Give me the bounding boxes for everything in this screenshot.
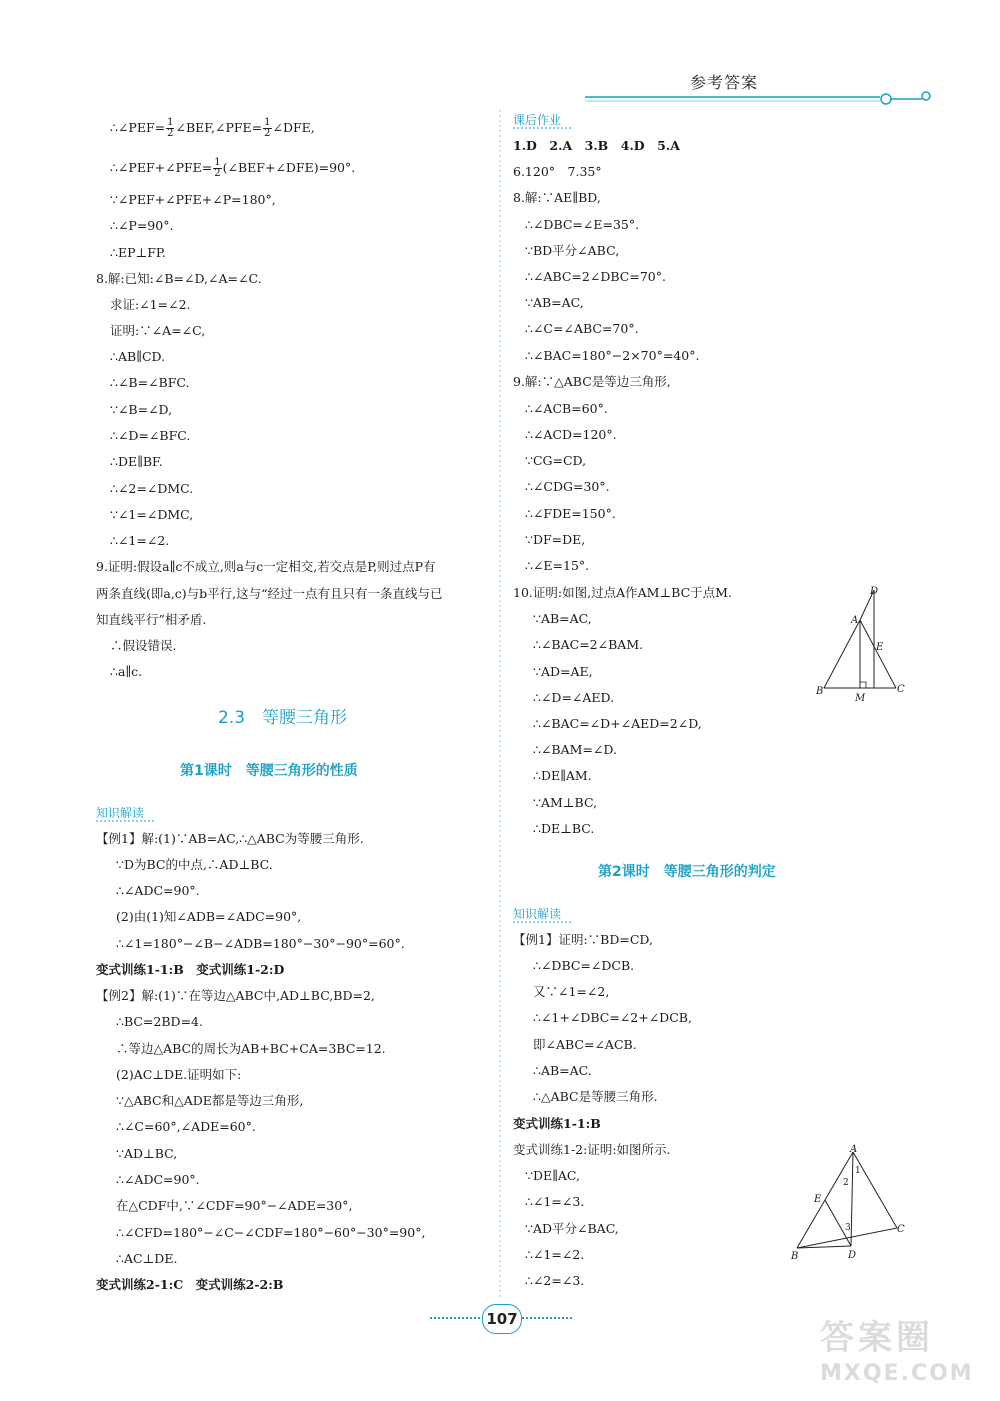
right-line: ∴∠BAC=2∠BAM. xyxy=(533,637,644,652)
left-line: 9.证明:假设a∥c不成立,则a与c一定相交,若交点是P,则过点P有 xyxy=(96,559,436,574)
left-line: ∵∠PEF+∠PFE+∠P=180°, xyxy=(110,192,276,207)
header-title: 参考答案 xyxy=(690,73,759,92)
page-number: 107 xyxy=(482,1304,522,1334)
left-line: ∵∠1=∠DMC, xyxy=(110,507,194,522)
right-line: ∴∠BAM=∠D. xyxy=(533,742,617,757)
fig1-label-a: A xyxy=(851,615,859,626)
figure-triangle-1 xyxy=(810,580,910,705)
right-line: ∵AB=AC, xyxy=(525,295,584,310)
right-line: ∴∠FDE=150°. xyxy=(525,506,616,521)
right-line: 8.解:∵AE∥BD, xyxy=(513,190,601,205)
tag-underline xyxy=(513,921,573,924)
right-line: 6.120° 7.35° xyxy=(513,164,602,179)
right-line: ∴∠BAC=180°−2×70°=40°. xyxy=(525,348,700,363)
right-line: ∴∠BAC=∠D+∠AED=2∠D, xyxy=(533,716,702,731)
right-ex-line: 又∵∠1=∠2, xyxy=(533,984,610,999)
left-line: 证明:∵∠A=∠C, xyxy=(110,323,206,338)
left-line: ∴AB∥CD. xyxy=(110,349,166,364)
right-ex-line: ∴AB=AC. xyxy=(533,1063,592,1078)
left-ex-line: 变式训练1-1:B 变式训练1-2:D xyxy=(96,962,285,977)
right-ex-line: 变式训练1-1:B xyxy=(513,1116,601,1131)
left-line: 知直线平行”相矛盾. xyxy=(96,612,207,627)
left-ex-line: 【例1】解:(1)∵AB=AC,∴△ABC为等腰三角形. xyxy=(96,831,364,846)
left-ex-line: ∴∠1=180°−∠B−∠ADB=180°−30°−90°=60°. xyxy=(116,936,405,951)
tag-knowledge-1: 知识解读 xyxy=(96,806,145,820)
left-ex-line: (2)AC⊥DE.证明如下: xyxy=(116,1067,242,1082)
fig2-label-a: A xyxy=(850,1144,858,1155)
fig2-label-c: C xyxy=(897,1224,905,1235)
right-ex-line: ∵DE∥AC, xyxy=(525,1168,580,1183)
right-line: ∵AM⊥BC, xyxy=(533,795,598,810)
right-line: ∴DE⊥BC. xyxy=(533,821,595,836)
left-line: ∴a∥c. xyxy=(110,664,143,679)
right-line: ∵DF=DE, xyxy=(525,532,586,547)
watermark-top: 答案圈 xyxy=(820,1318,934,1358)
right-line: ∵BD平分∠ABC, xyxy=(525,243,620,258)
left-line: ∴∠2=∠DMC. xyxy=(110,481,194,496)
right-ex-line: ∴∠1=∠2. xyxy=(525,1247,585,1262)
left-line: ∴∠B=∠BFC. xyxy=(110,375,190,390)
left-ex-line: (2)由(1)知∠ADB=∠ADC=90°, xyxy=(116,909,302,924)
left-ex-line: ∴∠C=60°,∠ADE=60°. xyxy=(116,1119,256,1134)
left-ex-line: 在△CDF中,∵∠CDF=90°−∠ADE=30°, xyxy=(116,1198,353,1213)
fig1-label-d: D xyxy=(870,586,879,597)
left-line: 8.解:已知:∠B=∠D,∠A=∠C. xyxy=(96,271,262,286)
right-ex-line: ∴△ABC是等腰三角形. xyxy=(533,1089,658,1104)
right-ex-line: 【例1】证明:∵BD=CD, xyxy=(513,932,653,947)
tag-underline xyxy=(96,820,156,823)
tag-homework: 课后作业 xyxy=(513,113,562,127)
right-line: ∴∠CDG=30°. xyxy=(525,479,610,494)
right-ex-line: ∵AD平分∠BAC, xyxy=(525,1221,619,1236)
right-line: ∴∠E=15°. xyxy=(525,558,590,573)
figure-triangle-2 xyxy=(785,1140,910,1265)
right-line: ∵AB=AC, xyxy=(533,611,592,626)
right-line: ∵AD=AE, xyxy=(533,664,593,679)
left-ex-line: ∵D为BC的中点,∴AD⊥BC. xyxy=(116,857,273,872)
right-line: ∴DE∥AM. xyxy=(533,768,592,783)
left-line-fraction-2: ∴∠PEF+∠PFE= $\frac{1}{2}$ (∠BEF+∠DFE)=90°. xyxy=(110,157,356,179)
right-line: 9.解:∵△ABC是等边三角形, xyxy=(513,374,671,389)
left-ex-line: 变式训练2-1:C 变式训练2-2:B xyxy=(96,1277,284,1292)
fig2-label-e: E xyxy=(814,1194,822,1205)
tag-underline xyxy=(513,127,573,130)
right-line: ∴∠ABC=2∠DBC=70°. xyxy=(525,269,666,284)
tag-knowledge-2: 知识解读 xyxy=(513,907,562,921)
lesson-title-1: 第1课时 等腰三角形的性质 xyxy=(180,763,358,779)
right-line: 1.D 2.A 3.B 4.D 5.A xyxy=(513,138,680,153)
left-line: ∴假设错误. xyxy=(110,638,177,653)
left-ex-line: ∵AD⊥BC, xyxy=(116,1146,178,1161)
left-line-fraction-1: ∴∠PEF= $\frac{1}{2}$ ∠BEF,∠PFE= $\frac{1}{2}$ ∠DFE, xyxy=(110,117,315,139)
left-ex-line: ∴AC⊥DE. xyxy=(116,1251,178,1266)
fig2-label-1: 1 xyxy=(855,1166,861,1176)
left-line: ∵∠B=∠D, xyxy=(110,402,173,417)
right-line: 10.证明:如图,过点A作AM⊥BC于点M. xyxy=(513,585,732,600)
left-line: 求证:∠1=∠2. xyxy=(110,297,191,312)
left-ex-line: ∴∠CFD=180°−∠C−∠CDF=180°−60°−30°=90°, xyxy=(116,1225,426,1240)
left-line: ∴∠D=∠BFC. xyxy=(110,428,191,443)
right-line: ∵CG=CD, xyxy=(525,453,587,468)
left-ex-line: ∴BC=2BD=4. xyxy=(116,1014,203,1029)
left-ex-line: ∴∠ADC=90°. xyxy=(116,1172,200,1187)
right-ex-line: ∴∠DBC=∠DCB. xyxy=(533,958,635,973)
fig1-label-c: C xyxy=(897,684,905,695)
fig1-label-e: E xyxy=(876,642,884,653)
right-ex-line: 即∠ABC=∠ACB. xyxy=(533,1037,637,1052)
right-line: ∴∠C=∠ABC=70°. xyxy=(525,321,639,336)
left-line: ∴∠1=∠2. xyxy=(110,533,170,548)
left-line: ∴DE∥BF. xyxy=(110,454,163,469)
fig2-label-3: 3 xyxy=(845,1223,851,1233)
left-line: ∴∠P=90°. xyxy=(110,218,174,233)
watermark xyxy=(820,1310,990,1390)
right-line: ∴∠D=∠AED. xyxy=(533,690,615,705)
right-line: ∴∠ACB=60°. xyxy=(525,401,608,416)
fig2-label-d: D xyxy=(848,1250,857,1261)
right-ex-line: ∴∠1=∠3. xyxy=(525,1194,585,1209)
fig2-label-2: 2 xyxy=(843,1178,849,1188)
left-ex-line: ∴等边△ABC的周长为AB+BC+CA=3BC=12. xyxy=(116,1041,386,1056)
section-title: 2.3 等腰三角形 xyxy=(218,708,348,728)
right-ex-line: 变式训练1-2:证明:如图所示. xyxy=(513,1142,671,1157)
fig1-label-m: M xyxy=(855,693,866,704)
left-ex-line: ∵△ABC和△ADE都是等边三角形, xyxy=(116,1093,304,1108)
watermark-bottom: MXQE.COM xyxy=(820,1361,974,1386)
left-line: 两条直线(即a,c)与b平行,这与“经过一点有且只有一条直线与已 xyxy=(96,586,443,601)
left-ex-line: ∴∠ADC=90°. xyxy=(116,883,200,898)
right-line: ∴∠DBC=∠E=35°. xyxy=(525,217,640,232)
right-line: ∴∠ACD=120°. xyxy=(525,427,617,442)
left-line: ∴EP⊥FP. xyxy=(110,245,166,260)
right-ex-line: ∴∠2=∠3. xyxy=(525,1273,585,1288)
fig2-label-b: B xyxy=(791,1251,799,1262)
right-ex-line: ∴∠1+∠DBC=∠2+∠DCB, xyxy=(533,1010,692,1025)
left-ex-line: 【例2】解:(1)∵在等边△ABC中,AD⊥BC,BD=2, xyxy=(96,988,375,1003)
lesson-title-2: 第2课时 等腰三角形的判定 xyxy=(598,864,776,880)
fig1-label-b: B xyxy=(816,686,824,697)
